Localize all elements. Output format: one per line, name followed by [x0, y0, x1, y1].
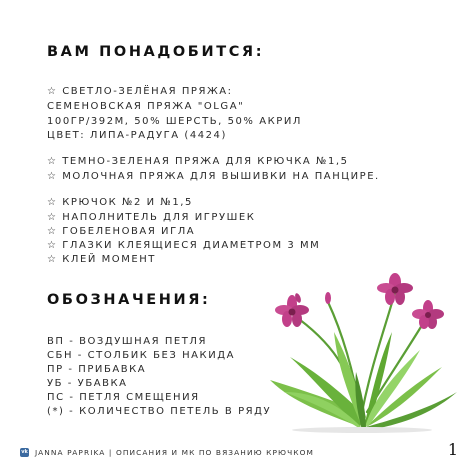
legend-item: ВП - ВОЗДУШНАЯ ПЕТЛЯ: [47, 336, 207, 347]
needed-item: ☆ МОЛОЧНАЯ ПРЯЖА ДЛЯ ВЫШИВКИ НА ПАНЦИРЕ.: [47, 171, 380, 182]
needed-item: ☆ НАПОЛНИТЕЛЬ ДЛЯ ИГРУШЕК: [47, 212, 256, 223]
needed-item: ☆ КЛЕЙ МОМЕНТ: [47, 254, 156, 265]
legend-item: ПС - ПЕТЛЯ СМЕЩЕНИЯ: [47, 392, 200, 403]
heading-needed: ВАМ ПОНАДОБИТСЯ:: [47, 44, 265, 60]
legend-item: ПР - ПРИБАВКА: [47, 364, 147, 375]
needed-item: ☆ ГЛАЗКИ КЛЕЯЩИЕСЯ ДИАМЕТРОМ 3 ММ: [47, 240, 321, 251]
footer: [20, 445, 314, 459]
needed-item: ☆ ГОБЕЛЕНОВАЯ ИГЛА: [47, 226, 196, 237]
heading-legend: ОБОЗНАЧЕНИЯ:: [47, 292, 211, 308]
legend-item: (*) - КОЛИЧЕСТВО ПЕТЕЛЬ В РЯДУ: [47, 406, 272, 417]
needed-item: 100ГР/392М, 50% ШЕРСТЬ, 50% АКРИЛ: [47, 116, 302, 127]
needed-item: ☆ КРЮЧОК №2 И №1,5: [47, 197, 193, 208]
needed-item: СЕМЕНОВСКАЯ ПРЯЖА "OLGA": [47, 101, 245, 112]
vk-icon: vk: [21, 449, 28, 455]
legend-item: СБН - СТОЛБИК БЕЗ НАКИДА: [47, 350, 235, 361]
needed-item: ЦВЕТ: ЛИПА-РАДУГА (4424): [47, 130, 227, 141]
flower-plant-icon: [262, 262, 458, 434]
needed-item: ☆ СВЕТЛО-ЗЕЛЁНАЯ ПРЯЖА:: [47, 86, 233, 97]
page-number: 1: [447, 440, 458, 459]
legend-item: УБ - УБАВКА: [47, 378, 128, 389]
footer-text: JANNA PAPRIKA | ОПИСАНИЯ И МК ПО ВЯЗАНИЮ КРЮЧКОМ: [35, 447, 315, 457]
needed-item: ☆ ТЕМНО-ЗЕЛЕНАЯ ПРЯЖА ДЛЯ КРЮЧКА №1,5: [47, 156, 349, 167]
